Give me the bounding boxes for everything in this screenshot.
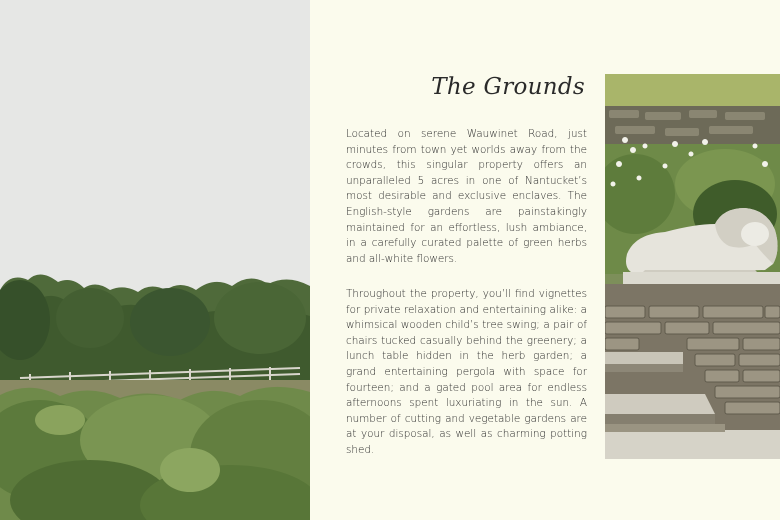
- vignettes-paragraph: Throughout the property, you’ll find vignettes for private relaxation and entertaining alike: a whimsical wooden child’s tree swing; a pair of chairs tucked casually behind the greenery; a lunch table hidden in the herb garden; a grand entertaining pergola with space for fourteen; and a gated pool area for endless afternoons spent luxuriating in the sun. A number of cutting and vegetable gardens are at your disposal, as well as charming potting shed.: [346, 288, 587, 456]
- landscape-photo: [0, 0, 310, 520]
- section-title: The Grounds: [431, 74, 585, 100]
- intro-paragraph: Located on serene Wauwinet Road, just minutes from town yet worlds away from the crowds, this singular property offers an unparalleled 5 acres in one of Nantucket’s most desirable and exclusive enclaves. The English-style gardens are painstakingly maintained for an effortless, lush ambiance, in a carefully curated palette of green herbs and all-white flowers.: [346, 128, 587, 265]
- lion-statue-garden-photo: [605, 74, 780, 459]
